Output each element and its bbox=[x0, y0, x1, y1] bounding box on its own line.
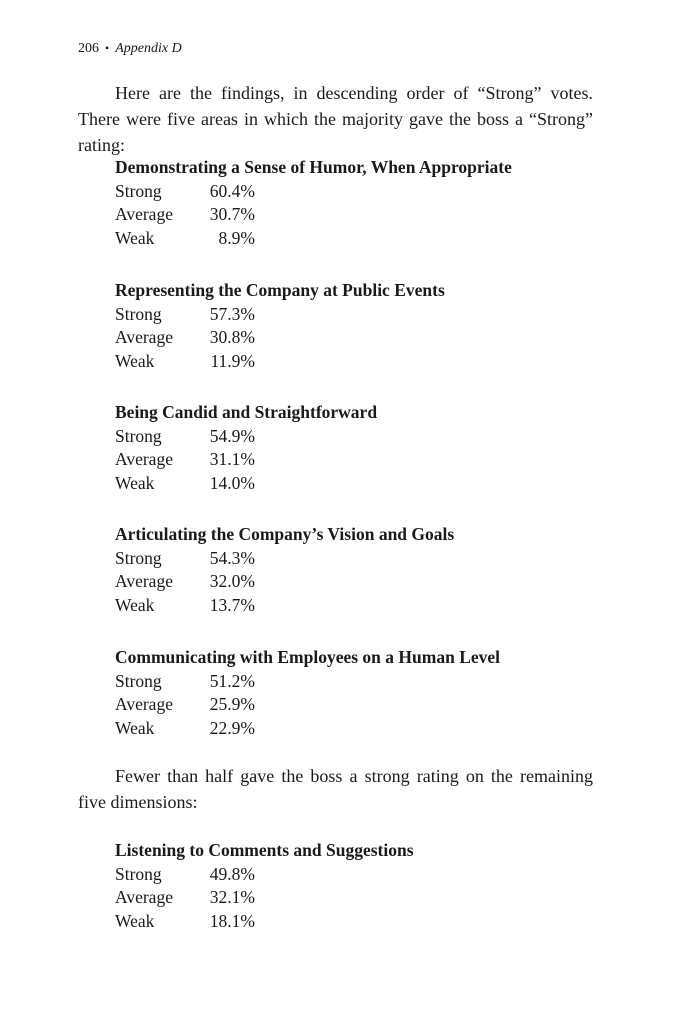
rating-row-weak bbox=[115, 227, 595, 251]
rating-row-average bbox=[115, 570, 595, 594]
rating-value: 32.1% bbox=[209, 887, 255, 907]
rating-label: Strong bbox=[115, 547, 162, 568]
rating-row-average bbox=[115, 693, 595, 717]
rating-block bbox=[115, 523, 595, 617]
rating-row-average bbox=[115, 448, 595, 472]
rating-label: Strong bbox=[115, 425, 162, 446]
rating-value: 18.1% bbox=[209, 910, 255, 931]
rating-row-weak bbox=[115, 594, 595, 618]
rating-label: Weak bbox=[115, 910, 155, 931]
rating-block bbox=[115, 279, 595, 373]
rating-label: Average bbox=[115, 204, 173, 224]
rating-value: 32.0% bbox=[209, 571, 255, 591]
rating-value: 31.1% bbox=[209, 449, 255, 469]
rating-row-average bbox=[115, 203, 595, 227]
rating-row-strong bbox=[115, 863, 595, 887]
running-header bbox=[78, 38, 182, 59]
section-title: Appendix D bbox=[115, 41, 182, 56]
rating-value: 51.2% bbox=[209, 670, 255, 691]
rating-value: 8.9% bbox=[218, 227, 255, 248]
rating-value: 30.7% bbox=[209, 204, 255, 224]
block-title: Being Candid and Straightforward bbox=[115, 402, 378, 422]
rating-label: Average bbox=[115, 887, 173, 907]
rating-label: Strong bbox=[115, 303, 162, 324]
rating-label: Weak bbox=[115, 472, 155, 493]
rating-block bbox=[115, 401, 595, 495]
rating-label: Weak bbox=[115, 350, 155, 371]
block-title: Listening to Comments and Suggestions bbox=[115, 840, 414, 860]
block-title: Demonstrating a Sense of Humor, When Appropriate bbox=[115, 157, 512, 177]
rating-value: 14.0% bbox=[209, 472, 255, 493]
rating-label: Weak bbox=[115, 594, 155, 615]
intro-paragraph-text: Here are the findings, in descending order of “Strong” votes. There were five areas in which the majority gave the boss a “Strong” rating: bbox=[78, 83, 593, 155]
intro-paragraph bbox=[78, 80, 593, 158]
rating-label: Average bbox=[115, 327, 173, 347]
rating-row-strong bbox=[115, 547, 595, 571]
rating-row-strong bbox=[115, 425, 595, 449]
block-title: Communicating with Employees on a Human Level bbox=[115, 647, 501, 667]
page-number: 206 bbox=[78, 41, 99, 56]
rating-block bbox=[115, 156, 595, 250]
rating-label: Strong bbox=[115, 670, 162, 691]
rating-label: Average bbox=[115, 694, 173, 714]
rating-row-strong bbox=[115, 670, 595, 694]
rating-label: Average bbox=[115, 449, 173, 469]
rating-value: 25.9% bbox=[209, 694, 255, 714]
rating-label: Weak bbox=[115, 227, 155, 248]
rating-row-weak bbox=[115, 472, 595, 496]
rating-row-weak bbox=[115, 910, 595, 934]
rating-label: Strong bbox=[115, 863, 162, 884]
rating-row-weak bbox=[115, 350, 595, 374]
rating-label: Strong bbox=[115, 180, 162, 201]
rating-value: 30.8% bbox=[209, 327, 255, 347]
transition-paragraph-text: Fewer than half gave the boss a strong rating on the remaining five dimensions: bbox=[78, 766, 593, 812]
header-separator: • bbox=[105, 41, 110, 55]
rating-row-weak bbox=[115, 717, 595, 741]
rating-row-average bbox=[115, 326, 595, 350]
block-title: Articulating the Company’s Vision and Goals bbox=[115, 524, 455, 544]
rating-value: 49.8% bbox=[209, 863, 255, 884]
rating-row-strong bbox=[115, 303, 595, 327]
rating-value: 13.7% bbox=[209, 594, 255, 615]
transition-paragraph bbox=[78, 763, 593, 815]
rating-value: 60.4% bbox=[209, 180, 255, 201]
rating-value: 11.9% bbox=[210, 350, 255, 371]
rating-row-average bbox=[115, 886, 595, 910]
rating-value: 22.9% bbox=[209, 717, 255, 738]
rating-label: Average bbox=[115, 571, 173, 591]
block-title: Representing the Company at Public Events bbox=[115, 280, 445, 300]
rating-value: 54.9% bbox=[209, 425, 255, 446]
rating-block bbox=[115, 646, 595, 740]
rating-value: 57.3% bbox=[209, 303, 255, 324]
rating-block bbox=[115, 839, 595, 933]
rating-row-strong bbox=[115, 180, 595, 204]
rating-label: Weak bbox=[115, 717, 155, 738]
rating-value: 54.3% bbox=[209, 547, 255, 568]
